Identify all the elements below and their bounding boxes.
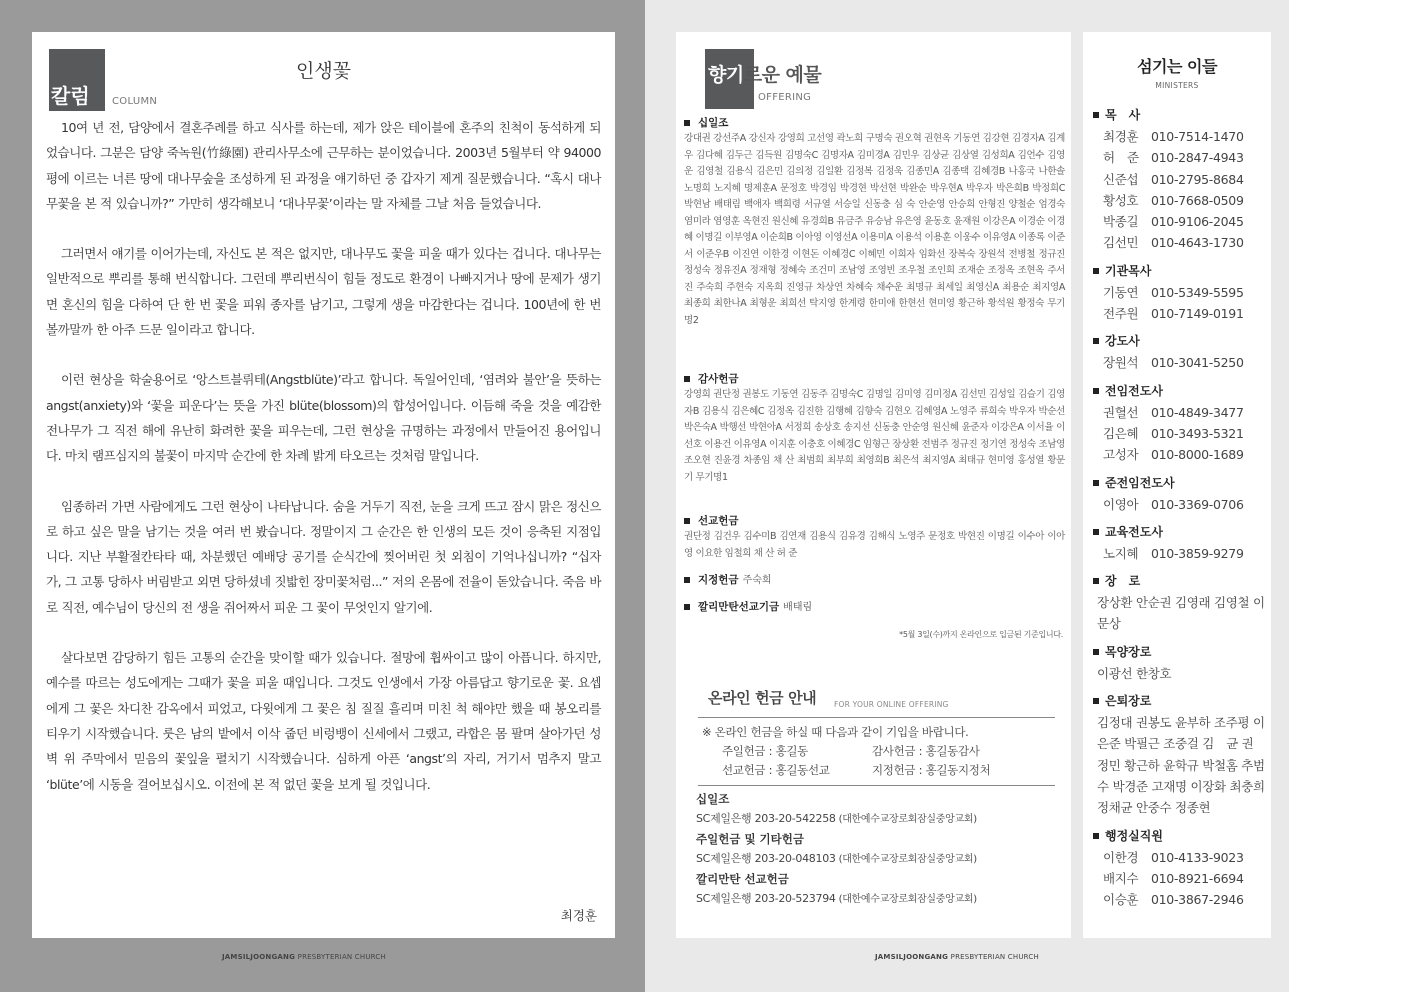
minister-name: 권혈선 bbox=[1103, 404, 1139, 420]
minister-row bbox=[1093, 169, 1265, 190]
column-paragraph: 임종하러 가면 사람에게도 그런 현상이 나타납니다. 숨을 거두기 직전, 눈을 크게 뜨고 잠시 맑은 정신으로 하고 싶은 말을 남기는 것을 여러 번 봤습니다. 정말이지 그 순간은 한 인생의 모든 것이 응축된 지점입니다. 지난 부활절칸타타 때, 차분했던 예배당 공기를 순식간에 찢어버린 첫 외침이 기억나십니까? “십자가, 그 고통 당하사 버림받고 외면 당하셨네 짓밟힌 장미꽃처럼...” 저의 온몸에 전율이 돋았습니다. 죽음 바로 직전, 예수님이 당신의 전 생을 쥐어짜서 피운 그 꽃이 무엇인지 알기에. bbox=[46, 498, 601, 615]
minister-phone: 010-4643-1730 bbox=[1151, 235, 1244, 251]
bullet-square-icon bbox=[684, 120, 690, 126]
bullet-square-icon bbox=[1093, 338, 1099, 344]
bullet-square-icon bbox=[684, 604, 690, 610]
offering-note: *5월 3일(수)까지 온라인으로 입금된 기준입니다. bbox=[899, 630, 1063, 639]
offering-section-thanks bbox=[682, 371, 1065, 486]
minister-group-heading: 전임전도사 bbox=[1093, 381, 1265, 402]
minister-phone: 010-4849-3477 bbox=[1151, 404, 1244, 420]
online-row: 선교헌금 : 홍길동선교 지정헌금 : 홍길동지정처 bbox=[722, 763, 991, 777]
minister-row bbox=[1093, 232, 1265, 253]
column-author: 최경훈 bbox=[560, 908, 597, 923]
offering-section-kalimantan bbox=[682, 599, 1065, 615]
minister-row bbox=[1093, 889, 1265, 910]
bullet-square-icon bbox=[1093, 112, 1099, 118]
column-body bbox=[46, 115, 601, 797]
minister-name: 이승훈 bbox=[1103, 892, 1139, 908]
ministers-title-en: MINISTERS bbox=[1155, 81, 1199, 90]
section-value: 주숙희 bbox=[742, 575, 772, 586]
right-footer bbox=[875, 953, 1039, 961]
minister-row bbox=[1093, 211, 1265, 232]
online-offering-title-en: FOR YOUR ONLINE OFFERING bbox=[834, 700, 949, 709]
online-intro: ※ 온라인 헌금을 하실 때 다음과 같이 기입을 바랍니다. bbox=[702, 725, 969, 739]
minister-row bbox=[1093, 190, 1265, 211]
minister-name: 박종길 bbox=[1103, 214, 1139, 230]
bullet-square-icon bbox=[1093, 649, 1099, 655]
bullet-square-icon bbox=[684, 376, 690, 382]
section-names: 강대권 강선주A 강신자 강영희 고선영 곽노희 구명숙 권오혁 권현옥 기동연 김강현 김경자A 김계우 김다혜 김두근 김득원 김명숙C 김명자A 김미경A 김민우 김상균 김상열 김성희A 김언수 김영운 김영철 김용식 김은민 김의정 김일환 김정복 김정욱 김종민A 김종택 김혜경B 나홍국 나한솔 노명희 노지혜 명제훈A 문정호 박경임 박경현 박선현 박완순 박우현A 박우자 박은희B 박정희C 박현남 배태림 백애자 백희령 서규열 서승일 신동충 심 숙 안순영 안승희 안형진 양철순 엄경숙 염미라 염영훈 옥현진 원신혜 유경희B 유금주 유승남 유은영 윤동호 윤재원 이강은A 이경순 이경혜 이명길 이부영A 이순희B 이아영 이영선A 이용미A 이용석 이용훈 이웅수 이유영A 이종록 이준서 이준우B 이진연 이한경 이현돈 이혜경C 이혜민 이희자 임화선 장복숙 장원석 전병철 정규진 정성숙 정유진A 정재형 정혜숙 조건미 조남영 조영빈 조우철 조인희 조재순 조정옥 조현옥 주서진 주숙희 주현숙 지옥희 진영규 차상연 차혜숙 채수운 최명규 최세일 최영신A 최용순 최지영A 최종희 최한나A 최형운 최희선 탁지영 한계령 한미애 한현선 현미영 황근하 황석원 황정숙 무기명2 bbox=[684, 133, 1065, 326]
bullet-square-icon bbox=[1093, 529, 1099, 535]
offering-title-rest: 로운 예물 bbox=[743, 64, 822, 86]
minister-group-heading: 장 로 bbox=[1093, 571, 1265, 592]
ministers-title: 섬기는 이들 bbox=[1137, 57, 1217, 76]
offering-title bbox=[708, 60, 821, 87]
minister-names: 김정대 권봉도 윤부하 조주평 이은준 박필근 조중걸 김 균 권정민 황근하 윤학규 박철홈 추범수 박경준 고재명 이장화 최충희 정채균 안중수 정종현 bbox=[1097, 715, 1265, 816]
section-heading: 십일조 bbox=[682, 115, 1065, 131]
section-heading: 선교헌금 bbox=[682, 513, 1065, 529]
left-footer bbox=[222, 953, 386, 961]
minister-phone: 010-8000-1689 bbox=[1151, 447, 1244, 463]
minister-group-heading: 목 사 bbox=[1093, 105, 1265, 126]
minister-phone: 010-7514-1470 bbox=[1151, 129, 1244, 144]
column-paragraph: 그러면서 얘기를 이어가는데, 자신도 본 적은 없지만, 대나무도 꽃을 피울 때가 있다는 겁니다. 대나무는 일반적으로 뿌리를 통해 번식합니다. 그런데 뿌리번식이 힘들 정도로 환경이 나빠지거나 땅에 문제가 생기면 혼신의 힘을 다하여 단 한 번 꽃을 피워 종자를 남기고, 그렇게 생을 마감한다는 겁니다. 100년에 한 번 볼까말까 한 아주 드문 일이라고 합니다. bbox=[46, 246, 601, 338]
column-tag: 칼럼 bbox=[49, 49, 105, 111]
column-paragraph: 살다보면 감당하기 힘든 고통의 순간을 맞이할 때가 있습니다. 절망에 휩싸이고 많이 아픕니다. 하지만, 예수를 따르는 성도에게는 그때가 꽃을 피울 때입니다. 그것도 인생에서 가장 아름답고 향기로운 꽃. 요셉에게 그 꽃은 차디찬 감옥에서 피었고, 다윗에게 그 꽃은 침 질질 흘리며 미친 척 해야만 했을 때 봉오리를 티우기 시작했습니다. 룻은 남의 밭에서 이삭 줍던 비렁뱅이 신세에서 그랬고, 라합은 몸 팔며 살아가던 성벽 위 주막에서 믿음의 꽃잎을 펼치기 시작했습니다. 심하게 아픈 ‘angst’의 자리, 거기서 멈추지 말고 ‘blüte’에 시동을 걸어보십시오. 이전에 본 적 없던 꽃을 보게 될 것입니다. bbox=[46, 650, 601, 792]
minister-phone: 010-3859-9279 bbox=[1151, 545, 1244, 561]
minister-row bbox=[1093, 352, 1265, 373]
account-label: 십일조 bbox=[696, 792, 730, 806]
minister-name: 전주원 bbox=[1103, 306, 1139, 322]
minister-group-heading: 준전임전도사 bbox=[1093, 473, 1265, 494]
account-number: SC제일은행 203-20-542258 (대한예수교장로회잠실중앙교회) bbox=[696, 812, 977, 825]
minister-phone: 010-5349-5595 bbox=[1151, 284, 1244, 300]
section-heading: 감사헌금 bbox=[682, 371, 1065, 387]
column-paragraph: 이런 현상을 학술용어로 ‘앙스트블뤼테(Angstblüte)’라고 합니다. 독일어인데, ‘염려와 불안’을 뜻하는 angst(anxiety)와 ‘꽃을 피운다’는 뜻을 가진 blüte(blossom)의 합성어입니다. 이듬해 죽을 것을 예감한 전나무가 그 직전 해에 유난히 화려한 꽃을 피우는데, 그런 현상을 규명하는 과정에서 만들어진 용어입니다. 마치 램프심지의 불꽃이 마지막 순간에 한 차례 밝게 타오르는 것처럼 말입니다. bbox=[46, 372, 601, 464]
minister-group-heading: 은퇴장로 bbox=[1093, 691, 1265, 712]
minister-name: 허 준 bbox=[1103, 150, 1139, 166]
minister-phone: 010-3493-5321 bbox=[1151, 425, 1244, 441]
offering-panel bbox=[676, 32, 1071, 938]
footer-brand-bold: JAMSILJOONGANG bbox=[222, 953, 296, 961]
column-paragraph: 10여 년 전, 담양에서 결혼주례를 하고 식사를 하는데, 제가 앉은 테이블에 혼주의 친척이 동석하게 되었습니다. 그분은 담양 죽녹원(竹綠園) 관리사무소에 근무하는 분이었습니다. 2003년 5월부터 약 94000평에 이르는 너른 땅에 대나무숲을 조성하게 된 과정을 얘기하던 중 갑자기 제게 질문했습니다. “혹시 대나무꽃을 본 적 있습니까?” 가만히 생각해보니 ‘대나무꽃’이라는 말 자체를 그날 처음 들었습니다. bbox=[46, 120, 601, 211]
minister-phone: 010-2795-8684 bbox=[1151, 171, 1244, 187]
minister-phone: 010-8921-6694 bbox=[1151, 870, 1244, 886]
bullet-square-icon bbox=[684, 577, 690, 583]
account-label: 깔리만탄 선교헌금 bbox=[696, 872, 789, 886]
minister-row bbox=[1093, 444, 1265, 465]
minister-row bbox=[1093, 423, 1265, 444]
bullet-square-icon bbox=[1093, 833, 1099, 839]
minister-phone: 010-3369-0706 bbox=[1151, 496, 1244, 512]
bank-accounts bbox=[696, 789, 1056, 909]
account-label: 주일헌금 및 기타헌금 bbox=[696, 832, 804, 846]
minister-names: 이광선 한창호 bbox=[1097, 665, 1172, 681]
minister-name: 김은혜 bbox=[1103, 425, 1139, 441]
minister-phone: 010-3867-2946 bbox=[1151, 892, 1244, 908]
footer-brand-rest: PRESBYTERIAN CHURCH bbox=[297, 953, 386, 961]
ministers-panel bbox=[1083, 32, 1271, 938]
section-value: 배태림 bbox=[783, 602, 813, 613]
offering-title-en: OFFERING bbox=[758, 92, 812, 103]
minister-group-heading: 행정실직원 bbox=[1093, 826, 1265, 847]
divider bbox=[698, 785, 1055, 786]
minister-name: 신준섭 bbox=[1103, 171, 1139, 187]
minister-name: 최경훈 bbox=[1103, 129, 1139, 144]
minister-row bbox=[1093, 126, 1265, 147]
minister-row bbox=[1093, 303, 1265, 324]
minister-phone: 010-2847-4943 bbox=[1151, 150, 1244, 166]
section-heading: 깔리만탄선교기금 배태림 bbox=[682, 599, 1065, 615]
minister-row bbox=[1093, 543, 1265, 564]
minister-name: 기동연 bbox=[1103, 284, 1139, 300]
minister-name: 황성호 bbox=[1103, 192, 1139, 208]
minister-name: 배지수 bbox=[1103, 870, 1139, 886]
account-number: SC제일은행 203-20-048103 (대한예수교장로회잠실중앙교회) bbox=[696, 852, 977, 865]
offering-section-mission bbox=[682, 513, 1065, 562]
bullet-square-icon bbox=[1093, 388, 1099, 394]
minister-name: 고성자 bbox=[1103, 447, 1139, 463]
minister-name: 이영아 bbox=[1103, 496, 1139, 512]
minister-group-heading: 목양장로 bbox=[1093, 642, 1265, 663]
minister-row bbox=[1093, 147, 1265, 168]
minister-name: 노지혜 bbox=[1103, 545, 1139, 561]
section-names: 권단정 김건우 김수미B 김연재 김용식 김유경 김해식 노영주 문정호 박현진 이명길 이수아 이아영 이요한 임철희 채 산 허 준 bbox=[684, 531, 1065, 559]
divider bbox=[698, 717, 1055, 718]
minister-name: 장원석 bbox=[1103, 355, 1139, 371]
online-row: 주일헌금 : 홍길동 감사헌금 : 홍길동감사 bbox=[722, 744, 980, 758]
offering-section-tithe bbox=[682, 115, 1065, 329]
online-instructions bbox=[702, 723, 1042, 780]
minister-names: 장상환 안순권 김영래 김영철 이문상 bbox=[1097, 595, 1265, 632]
column-title: 인생꽃 bbox=[295, 60, 352, 82]
minister-name: 이한경 bbox=[1103, 849, 1139, 865]
footer-brand-bold: JAMSILJOONGANG bbox=[875, 953, 949, 961]
online-offering-title: 온라인 헌금 안내 bbox=[708, 689, 817, 707]
bullet-square-icon bbox=[1093, 578, 1099, 584]
minister-row bbox=[1093, 847, 1265, 868]
minister-phone: 010-7668-0509 bbox=[1151, 192, 1244, 208]
bullet-square-icon bbox=[684, 518, 690, 524]
bullet-square-icon bbox=[1093, 268, 1099, 274]
minister-group-heading: 교육전도사 bbox=[1093, 522, 1265, 543]
minister-row bbox=[1093, 494, 1265, 515]
bullet-square-icon bbox=[1093, 480, 1099, 486]
minister-row bbox=[1093, 402, 1265, 423]
column-panel bbox=[32, 32, 615, 938]
minister-group-heading: 강도사 bbox=[1093, 331, 1265, 352]
section-names: 강영희 권단정 권봉도 기동연 김동주 김명숙C 김명일 김미영 김미정A 김선민 김성일 김슬기 김영자B 김용식 김은혜C 김정옥 김진한 김행혜 김향숙 김현오 김혜영A 노영주 류희숙 박우자 박순선 박은숙A 박행선 박현아A 서정희 송상호 송지선 신동충 안순영 원신혜 윤준자 이강은A 이서율 이선호 이용건 이유영A 이지훈 이충호 이혜경C 임형근 장상환 전범주 정규진 정기연 정성숙 조남영 조오현 진윤경 차종임 채 산 최범희 최부희 최영희B 최은석 최지영A 최태규 현미영 홍성열 황문기 무기명1 bbox=[684, 389, 1065, 483]
minister-phone: 010-7149-0191 bbox=[1151, 306, 1244, 322]
offering-section-designated bbox=[682, 572, 1065, 588]
ministers-list bbox=[1093, 98, 1265, 910]
account-number: SC제일은행 203-20-523794 (대한예수교장로회잠실중앙교회) bbox=[696, 892, 977, 905]
column-tag-en: COLUMN bbox=[112, 96, 158, 107]
minister-phone: 010-4133-9023 bbox=[1151, 849, 1244, 865]
minister-name: 김선민 bbox=[1103, 235, 1139, 251]
minister-phone: 010-9106-2045 bbox=[1151, 214, 1244, 230]
minister-group-heading: 기관목사 bbox=[1093, 261, 1265, 282]
footer-brand-rest: PRESBYTERIAN CHURCH bbox=[950, 953, 1039, 961]
minister-phone: 010-3041-5250 bbox=[1151, 355, 1244, 371]
offering-title-white: 향기 bbox=[708, 64, 744, 86]
section-heading: 지정헌금 주숙희 bbox=[682, 572, 1065, 588]
minister-row bbox=[1093, 282, 1265, 303]
bullet-square-icon bbox=[1093, 698, 1099, 704]
minister-row bbox=[1093, 868, 1265, 889]
